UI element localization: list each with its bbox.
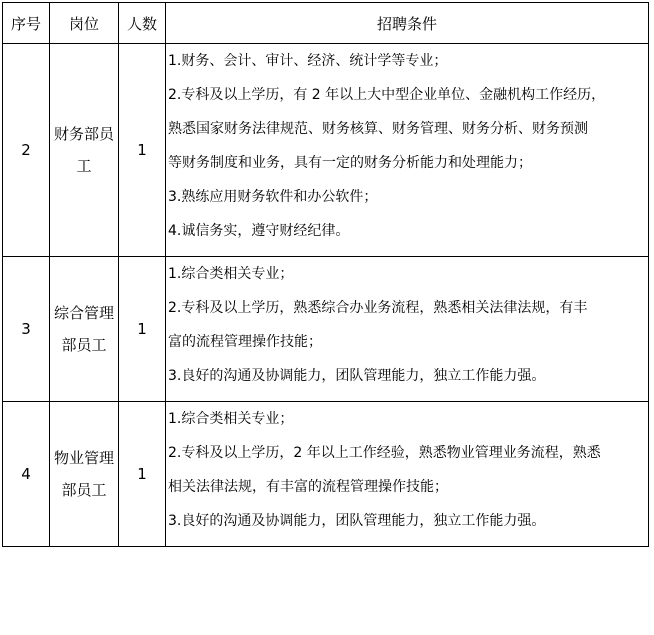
row-position <box>50 257 119 402</box>
row-position <box>50 44 119 257</box>
row-count: 1 <box>119 402 166 547</box>
row-conditions <box>166 44 649 257</box>
row-no: 4 <box>3 402 50 547</box>
position-line: 工 <box>76 157 92 175</box>
position-line: 部员工 <box>61 336 107 354</box>
header-row <box>3 3 649 44</box>
condition-line: 2.专科及以上学历，有 2 年以上大中型企业单位、金融机构工作经历， <box>168 87 606 103</box>
row-count: 1 <box>119 257 166 402</box>
table-row <box>3 44 649 257</box>
condition-line: 3.良好的沟通及协调能力，团队管理能力，独立工作能力强。 <box>168 368 546 384</box>
condition-line: 等财务制度和业务，具有一定的财务分析能力和处理能力； <box>168 155 532 171</box>
recruitment-table <box>2 2 649 547</box>
row-position <box>50 402 119 547</box>
row-conditions <box>166 257 649 402</box>
condition-line: 相关法律法规，有丰富的流程管理操作技能； <box>168 479 448 495</box>
position-line: 财务部员 <box>53 125 114 143</box>
position-line: 部员工 <box>61 481 107 499</box>
row-no: 3 <box>3 257 50 402</box>
condition-line: 2.专科及以上学历，熟悉综合办业务流程，熟悉相关法律法规，有丰 <box>168 300 588 316</box>
condition-line: 3.熟练应用财务软件和办公软件； <box>168 189 378 205</box>
table-row <box>3 402 649 547</box>
header-count: 人数 <box>119 3 166 44</box>
table-row <box>3 257 649 402</box>
condition-line: 1.综合类相关专业； <box>168 411 294 427</box>
position-line: 物业管理 <box>53 449 114 467</box>
condition-line: 富的流程管理操作技能； <box>168 334 322 350</box>
row-no: 2 <box>3 44 50 257</box>
row-count: 1 <box>119 44 166 257</box>
header-conditions: 招聘条件 <box>166 3 649 44</box>
header-no: 序号 <box>3 3 50 44</box>
position-line: 综合管理 <box>53 304 114 322</box>
condition-line: 1.综合类相关专业； <box>168 266 294 282</box>
header-position: 岗位 <box>50 3 119 44</box>
condition-line: 熟悉国家财务法律规范、财务核算、财务管理、财务分析、财务预测 <box>168 121 588 137</box>
condition-line: 2.专科及以上学历，2 年以上工作经验，熟悉物业管理业务流程，熟悉 <box>168 445 601 461</box>
row-conditions <box>166 402 649 547</box>
condition-line: 4.诚信务实，遵守财经纪律。 <box>168 223 350 239</box>
condition-line: 3.良好的沟通及协调能力，团队管理能力，独立工作能力强。 <box>168 513 546 529</box>
condition-line: 1.财务、会计、审计、经济、统计学等专业； <box>168 53 448 69</box>
